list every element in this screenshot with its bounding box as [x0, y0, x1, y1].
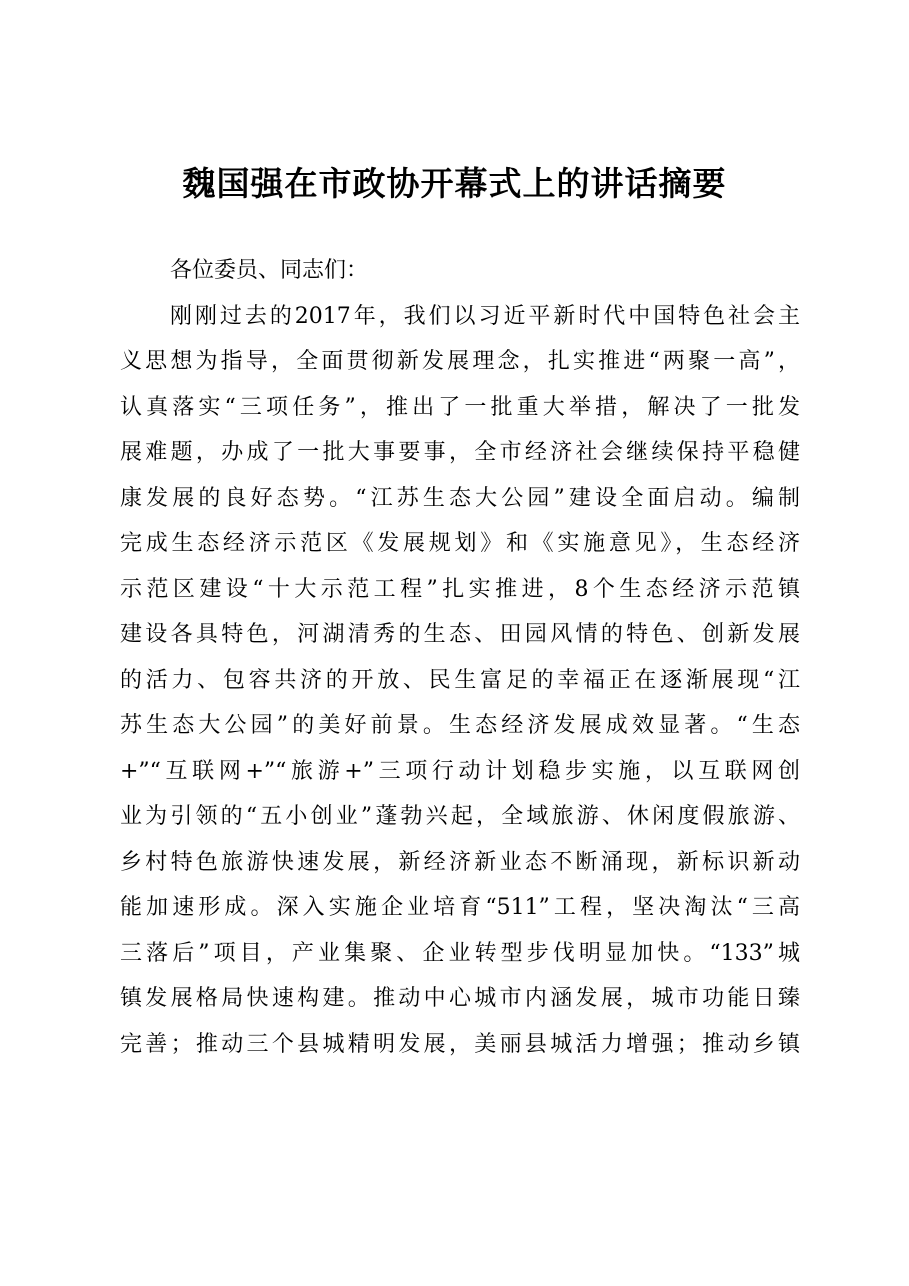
paragraph-line: 完善；推动三个县城精明发展，美丽县城活力增强；推动乡镇 [120, 1031, 800, 1057]
paragraph-line: +”“互联网+”“旅游+”三项行动计划稳步实施，以互联网创 [120, 758, 800, 784]
paragraph-line: 建设各具特色，河湖清秀的生态、田园风情的特色、创新发展 [120, 622, 800, 647]
paragraph-line: 刚刚过去的2017年，我们以习近平新时代中国特色社会主 [170, 303, 800, 329]
paragraph-line: 认真落实“三项任务”，推出了一批重大举措，解决了一批发 [120, 394, 800, 420]
paragraph-line: 乡村特色旅游快速发展，新经济新业态不断涌现，新标识新动 [120, 849, 800, 875]
paragraph-line: 展难题，办成了一批大事要事，全市经济社会继续保持平稳健 [120, 440, 800, 465]
document-body [120, 248, 800, 1067]
paragraph-line: 能加速形成。深入实施企业培育“511”工程，坚决淘汰“三高 [120, 895, 800, 920]
paragraph-line: 业为引领的“五小创业”蓬勃兴起，全域旅游、休闲度假旅游、 [120, 804, 800, 829]
paragraph-line: 苏生态大公园”的美好前景。生态经济发展成效显著。“生态 [120, 713, 800, 738]
paragraph-line: 示范区建设“十大示范工程”扎实推进，8个生态经济示范镇 [120, 576, 800, 602]
paragraph-line: 镇发展格局快速构建。推动中心城市内涵发展，城市功能日臻 [120, 986, 800, 1011]
paragraph-line: 康发展的良好态势。“江苏生态大公园”建设全面启动。编制 [120, 485, 800, 511]
document-title: 魏国强在市政协开幕式上的讲话摘要 [182, 164, 727, 203]
paragraph-line: 完成生态经济示范区《发展规划》和《实施意见》，生态经济 [120, 531, 800, 556]
paragraph-line: 三落后”项目，产业集聚、企业转型步伐明显加快。“133”城 [120, 940, 800, 966]
salutation-line: 各位委员、同志们： [170, 258, 369, 283]
paragraph-line: 义思想为指导，全面贯彻新发展理念，扎实推进“两聚一高”， [120, 349, 800, 374]
paragraph-line: 的活力、包容共济的开放、民生富足的幸福正在逐渐展现“江 [120, 667, 800, 693]
